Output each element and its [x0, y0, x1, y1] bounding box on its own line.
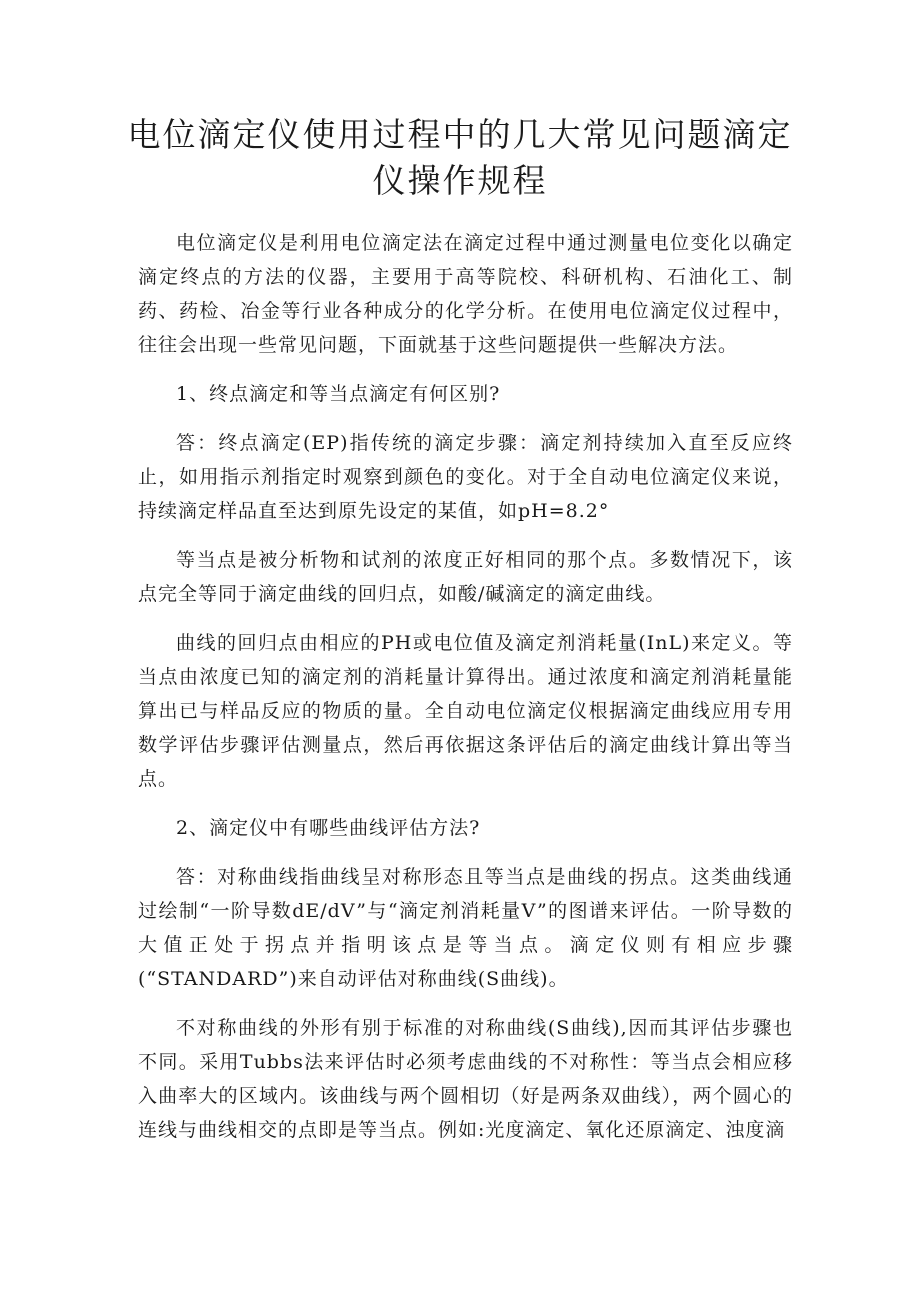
answer-1-paragraph: 答：终点滴定(EP)指传统的滴定步骤：滴定剂持续加入直至反应终止，如用指示剂指定时观察到颜色的变化。对于全自动电位滴定仪来说，持续滴定样品直至达到原先设定的某值，如pH=8.2° [138, 432, 793, 522]
asymmetric-curve-paragraph: 不对称曲线的外形有别于标准的对称曲线(S曲线),因而其评估步骤也不同。采用Tubbs法来评估时必须考虑曲线的不对称性：等当点会相应移入曲率大的区域内。该曲线与两个圆相切（好是两条双曲线），两个圆心的连线与曲线相交的点即是等当点。例如:光度滴定、氧化还原滴定、浊度滴 [138, 1017, 793, 1141]
equivalence-point-paragraph: 等当点是被分析物和试剂的浓度正好相同的那个点。多数情况下，该点完全等同于滴定曲线的回归点，如酸/碱滴定的滴定曲线。 [138, 549, 793, 605]
question-2-heading: 2、滴定仪中有哪些曲线评估方法? [176, 817, 481, 839]
regression-point-paragraph: 曲线的回归点由相应的PH或电位值及滴定剂消耗量(InL)来定义。等当点由浓度已知的滴定剂的消耗量计算得出。通过浓度和滴定剂消耗量能算出已与样品反应的物质的量。全自动电位滴定仪根据滴定曲线应用专用数学评估步骤评估测量点，然后再依据这条评估后的滴定曲线计算出等当点。 [138, 632, 793, 790]
question-1-heading: 1、终点滴定和等当点滴定有何区别? [176, 383, 501, 405]
answer-2-paragraph: 答：对称曲线指曲线呈对称形态且等当点是曲线的拐点。这类曲线通过绘制“一阶导数dE/dV”与“滴定剂消耗量V”的图谱来评估。一阶导数的大值正处于拐点并指明该点是等当点。滴定仪则有相应步骤(“STANDARD”)来自动评估对称曲线(S曲线)。 [138, 866, 793, 990]
document-title [120, 112, 800, 204]
document-body [138, 226, 793, 1162]
intro-paragraph: 电位滴定仪是利用电位滴定法在滴定过程中通过测量电位变化以确定滴定终点的方法的仪器，主要用于高等院校、科研机构、石油化工、制药、药检、冶金等行业各种成分的化学分析。在使用电位滴定仪过程中，往往会出现一些常见问题，下面就基于这些问题提供一些解决方法。 [138, 232, 793, 356]
title-line-2: 仪操作规程 [372, 161, 548, 200]
title-line-1: 电位滴定仪使用过程中的几大常见问题滴定 [127, 115, 793, 154]
